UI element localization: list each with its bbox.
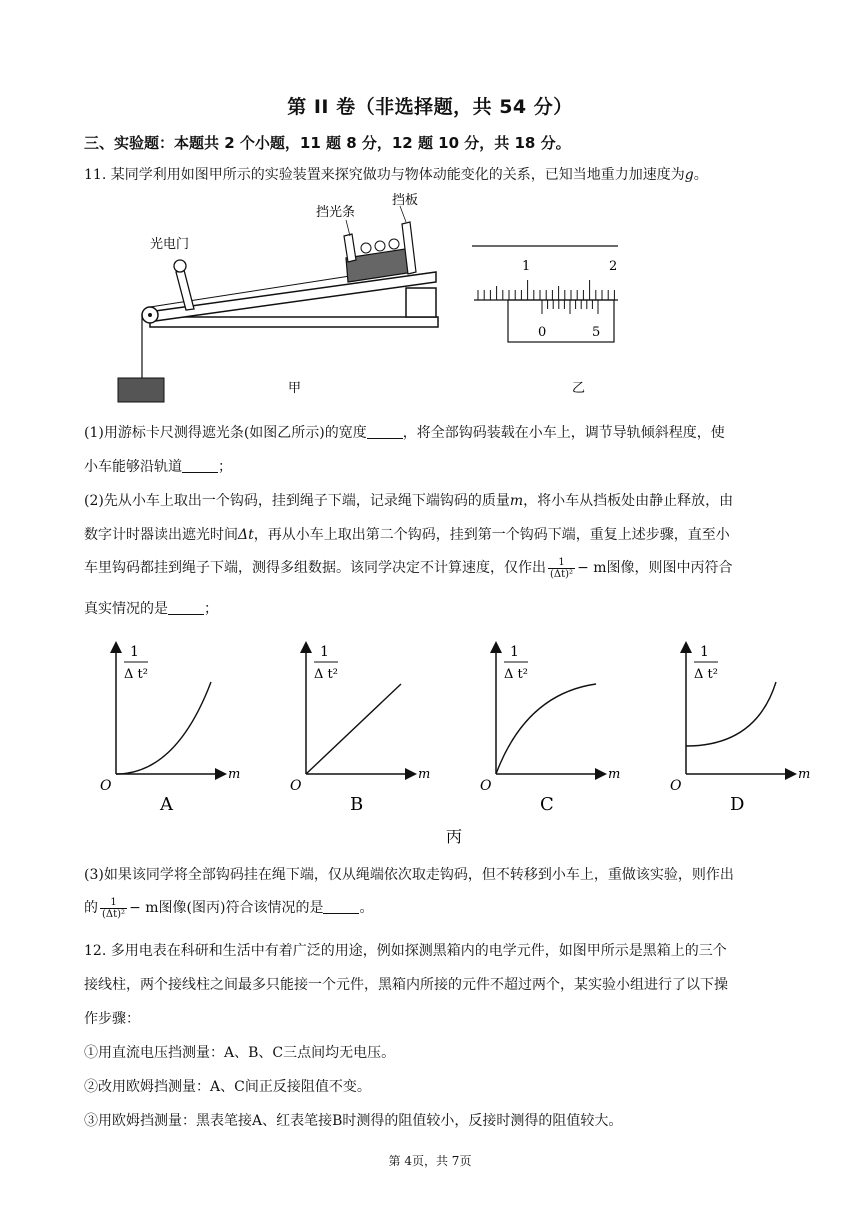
q11-part3-line1: (3)如果该同学将全部钩码挂在绳下端，仅从绳端依次取走钩码，但不转移到小车上，重做该实验，则作出 (84, 867, 734, 883)
hook-weight (118, 378, 164, 402)
q11-part2-line4: 真实情况的是 ； (84, 601, 218, 617)
q12-step2: ②改用欧姆挡测量：A、C间正反接阻值不变。 (84, 1079, 371, 1095)
curve-c (496, 684, 596, 774)
x-label: m (418, 767, 431, 782)
main-scale-1: 1 (522, 259, 531, 274)
fraction-inverse-dt-squared: $\frac{1}{\text{(Δt)²}}$ (550, 556, 574, 580)
caption-yi: 乙 (572, 381, 586, 396)
q11-part3-line2: 的 $\frac{1}{\text{(Δt)²}}$ − m图像(图丙)符合该情况的是 。 (84, 896, 374, 920)
fraction-inverse-dt-squared-2: $\frac{1}{\text{(Δt)²}}$ (102, 896, 126, 920)
page-footer: 第 4页，共 7页 (388, 1154, 472, 1168)
answer-blank-width (367, 424, 403, 439)
label-light-strip: 挡光条 (316, 205, 356, 220)
caption-jia: 甲 (288, 381, 302, 396)
y-label-den: Δ t² (314, 667, 338, 682)
origin-label: O (100, 778, 112, 794)
graph-b (290, 644, 430, 815)
support-block (406, 288, 436, 317)
label-stop-board: 挡板 (392, 193, 419, 208)
q12-step3: ③用欧姆挡测量：黑表笔接A、红表笔接B时测得的阻值较小，反接时测得的阻值较大。 (84, 1113, 623, 1129)
answer-blank-motion (182, 458, 218, 473)
graph-a (100, 644, 240, 815)
curve-b (306, 684, 401, 774)
q11-part2-line3: 车里钩码都挂到绳子下端，测得多组数据。该同学决定不计算速度，仅作出 $\frac{1}{\text{(Δt)²}}$ − m图像，则图中丙符合 (84, 556, 733, 580)
panel-label-c: C (540, 794, 554, 815)
curve-a (116, 682, 211, 774)
origin-label: O (480, 778, 492, 794)
x-label: m (608, 767, 621, 782)
origin-label: O (290, 778, 302, 794)
vernier-caliper (472, 246, 618, 342)
vernier-5: 5 (592, 325, 601, 340)
y-label-den: Δ t² (694, 667, 718, 682)
graph-c (480, 644, 620, 815)
photo-gate (176, 270, 194, 310)
y-label-num: 1 (700, 644, 709, 660)
q11-part1-line2: 小车能够沿轨道 ； (84, 459, 232, 475)
q12-line1: 12. 多用电表在科研和生活中有着广泛的用途，例如探测黑箱内的电学元件，如图甲所示是黑箱上的三个 (84, 943, 727, 959)
vernier-0: 0 (538, 325, 547, 340)
q11-part2-line2: 数字计时器读出遮光时间Δt，再从小车上取出第二个钩码，挂到第一个钩码下端，重复上述步骤，直至小 (84, 527, 730, 543)
y-label-den: Δ t² (504, 667, 528, 682)
graphs-figure (96, 636, 824, 846)
y-label-num: 1 (510, 644, 519, 660)
y-label-den: Δ t² (124, 667, 148, 682)
curve-d (686, 682, 776, 746)
answer-blank-graph (168, 600, 204, 615)
main-scale-2: 2 (609, 259, 618, 274)
q12-line2: 接线柱，两个接线柱之间最多只能接一个元件，黑箱内所接的元件不超过两个，某实验小组进行了以下操 (84, 977, 728, 993)
origin-label: O (670, 778, 682, 794)
q11-part1-line1: (1)用游标卡尺测得遮光条(如图乙所示)的宽度 ，将全部钩码装载在小车上，调节导轨倾斜程度，使 (84, 425, 725, 441)
q12-step1: ①用直流电压挡测量：A、B、C三点间均无电压。 (84, 1045, 396, 1061)
graphs-caption: 丙 (446, 827, 463, 846)
q12-line3: 作步骤： (84, 1011, 140, 1027)
base-plate (150, 317, 438, 327)
label-photo-gate: 光电门 (150, 237, 190, 252)
answer-blank-part3 (323, 899, 359, 914)
panel-label-b: B (350, 794, 364, 815)
x-label: m (798, 767, 811, 782)
x-label: m (228, 767, 241, 782)
q11-part2-line1: (2)先从小车上取出一个钩码，挂到绳子下端，记录绳下端钩码的质量m，将小车从挡板处由静止释放，由 (84, 493, 734, 509)
panel-label-d: D (730, 794, 745, 815)
apparatus-figure (110, 192, 650, 404)
y-label-num: 1 (130, 644, 139, 660)
q11-stem: 11. 某同学利用如图甲所示的实验装置来探究做功与物体动能变化的关系，已知当地重力加速度为g。 (84, 167, 708, 183)
y-label-num: 1 (320, 644, 329, 660)
section-heading: 三、实验题：本题共 2 个小题，11 题 8 分，12 题 10 分，共 18 分。 (84, 134, 571, 152)
graph-d (670, 644, 810, 815)
panel-label-a: A (160, 794, 173, 815)
page-title: 第 II 卷（非选择题，共 54 分） (287, 96, 573, 118)
